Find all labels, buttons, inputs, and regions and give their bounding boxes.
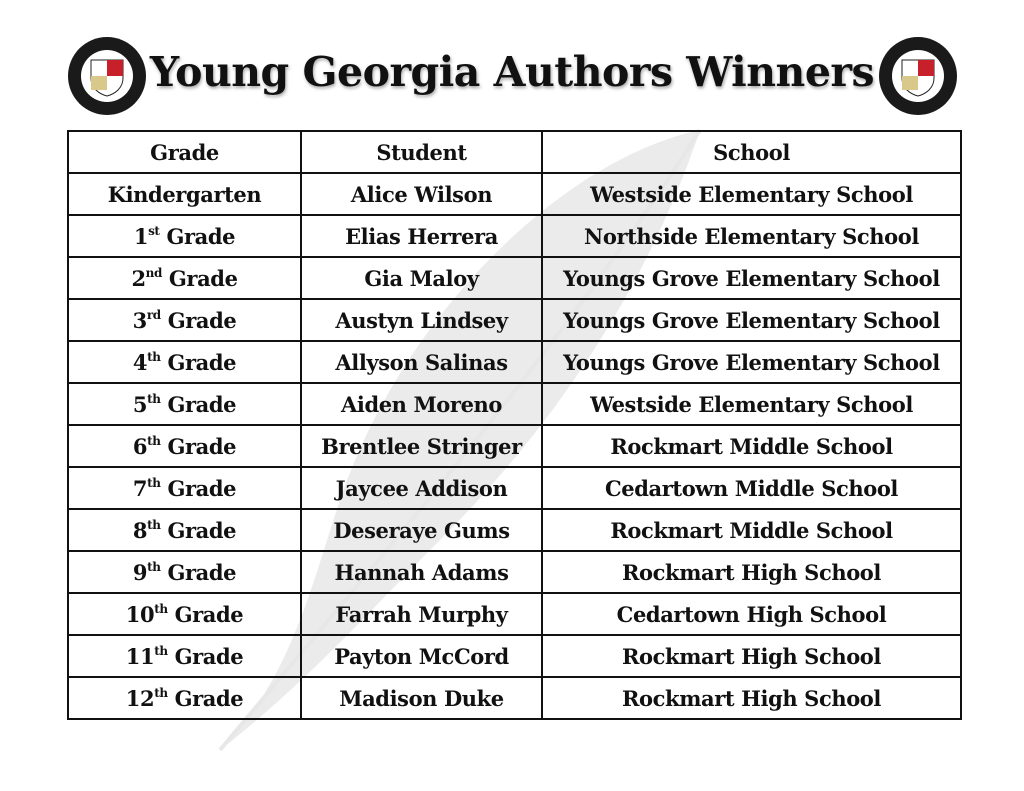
table-row <box>68 383 961 425</box>
grade-cell <box>68 677 301 719</box>
page-title: Young Georgia Authors Winners <box>149 48 875 96</box>
grade-suffix: Grade <box>160 517 237 543</box>
school-cell: Rockmart High School <box>542 635 961 677</box>
table-row <box>68 593 961 635</box>
grade-ordinal: nd <box>145 265 162 280</box>
grade-ordinal: th <box>147 517 161 532</box>
grade-suffix: Grade <box>167 643 244 669</box>
student-cell: Farrah Murphy <box>301 593 542 635</box>
table-row <box>68 635 961 677</box>
grade-ordinal: th <box>154 685 168 700</box>
grade-number: 11 <box>125 643 155 669</box>
table-row <box>68 509 961 551</box>
grade-suffix: Grade <box>161 265 238 291</box>
grade-suffix: Grade <box>160 391 237 417</box>
grade-number: 7 <box>132 475 148 501</box>
header-grade: Grade <box>68 131 301 173</box>
school-cell: Rockmart High School <box>542 551 961 593</box>
student-cell: Jaycee Addison <box>301 467 542 509</box>
table-row <box>68 677 961 719</box>
grade-ordinal: th <box>147 475 161 490</box>
school-cell: Youngs Grove Elementary School <box>542 257 961 299</box>
grade-cell <box>68 383 301 425</box>
student-cell: Allyson Salinas <box>301 341 542 383</box>
student-cell: Gia Maloy <box>301 257 542 299</box>
student-cell: Brentlee Stringer <box>301 425 542 467</box>
student-cell: Aiden Moreno <box>301 383 542 425</box>
table-row <box>68 425 961 467</box>
table-row <box>68 467 961 509</box>
grade-number: 10 <box>125 601 155 627</box>
grade-ordinal: rd <box>146 307 161 322</box>
student-cell: Hannah Adams <box>301 551 542 593</box>
school-cell: Westside Elementary School <box>542 173 961 215</box>
student-cell: Deseraye Gums <box>301 509 542 551</box>
grade-cell <box>68 215 301 257</box>
student-cell: Madison Duke <box>301 677 542 719</box>
winners-table <box>67 130 962 720</box>
grade-ordinal: th <box>147 559 161 574</box>
grade-number: Kindergarten <box>107 181 262 207</box>
school-cell: Rockmart Middle School <box>542 509 961 551</box>
grade-ordinal: th <box>147 349 161 364</box>
grade-number: 6 <box>132 433 148 459</box>
student-cell: Alice Wilson <box>301 173 542 215</box>
grade-number: 8 <box>132 517 148 543</box>
table-row <box>68 215 961 257</box>
grade-suffix: Grade <box>159 223 236 249</box>
school-cell: Youngs Grove Elementary School <box>542 299 961 341</box>
student-cell: Elias Herrera <box>301 215 542 257</box>
grade-cell <box>68 509 301 551</box>
grade-number: 9 <box>132 559 148 585</box>
table-row <box>68 341 961 383</box>
school-cell: Rockmart High School <box>542 677 961 719</box>
table-row <box>68 173 961 215</box>
table-row <box>68 551 961 593</box>
grade-ordinal: th <box>154 643 168 658</box>
grade-cell <box>68 173 301 215</box>
school-cell: Rockmart Middle School <box>542 425 961 467</box>
student-cell: Austyn Lindsey <box>301 299 542 341</box>
school-cell: Northside Elementary School <box>542 215 961 257</box>
grade-ordinal: th <box>147 433 161 448</box>
grade-suffix: Grade <box>160 349 237 375</box>
school-cell: Cedartown Middle School <box>542 467 961 509</box>
grade-cell <box>68 341 301 383</box>
grade-number: 2 <box>131 265 146 291</box>
table-row <box>68 257 961 299</box>
grade-ordinal: st <box>148 223 160 238</box>
table-header-row <box>68 131 961 173</box>
table-row <box>68 299 961 341</box>
grade-number: 4 <box>132 349 148 375</box>
grade-suffix: Grade <box>160 559 237 585</box>
grade-number: 1 <box>133 223 149 249</box>
grade-cell <box>68 635 301 677</box>
grade-suffix: Grade <box>160 307 237 333</box>
grade-cell <box>68 467 301 509</box>
school-cell: Youngs Grove Elementary School <box>542 341 961 383</box>
grade-cell <box>68 299 301 341</box>
grade-cell <box>68 551 301 593</box>
grade-ordinal: th <box>147 391 161 406</box>
grade-cell <box>68 257 301 299</box>
header-student: Student <box>301 131 542 173</box>
grade-number: 5 <box>132 391 148 417</box>
grade-suffix: Grade <box>160 475 237 501</box>
grade-number: 12 <box>125 685 155 711</box>
school-cell: Westside Elementary School <box>542 383 961 425</box>
student-cell: Payton McCord <box>301 635 542 677</box>
grade-cell <box>68 593 301 635</box>
grade-suffix: Grade <box>160 433 237 459</box>
grade-ordinal: th <box>154 601 168 616</box>
school-cell: Cedartown High School <box>542 593 961 635</box>
grade-number: 3 <box>132 307 147 333</box>
grade-cell <box>68 425 301 467</box>
grade-suffix: Grade <box>167 601 244 627</box>
header-school: School <box>542 131 961 173</box>
grade-suffix: Grade <box>167 685 244 711</box>
